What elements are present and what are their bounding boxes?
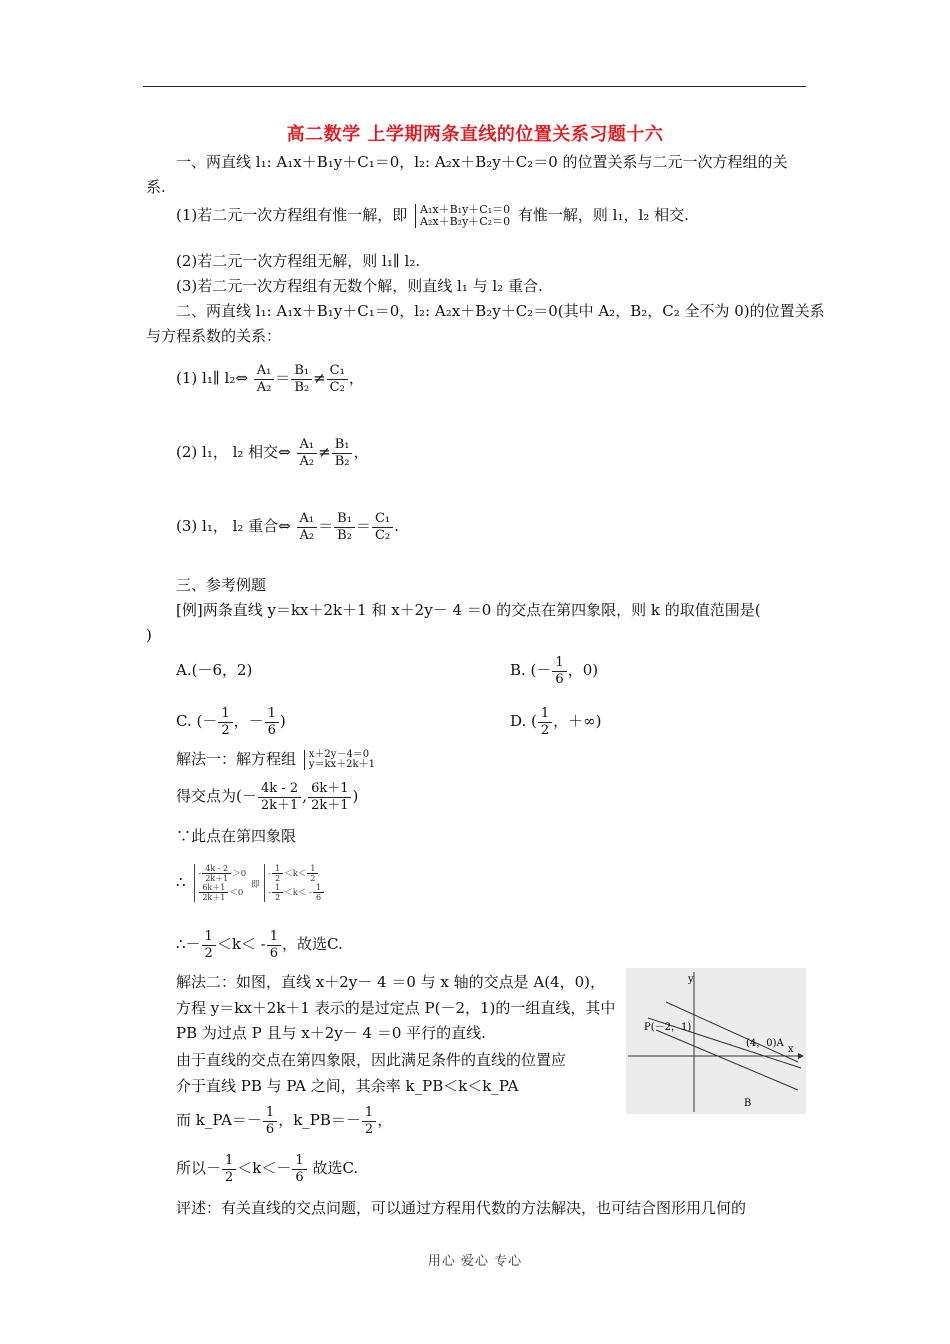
x-label: x (788, 1044, 794, 1055)
s2-line2: 与方程系数的关系： (146, 327, 282, 345)
page-title: 高二数学 上学期两条直线的位置关系习题十六 (286, 124, 664, 145)
option-c: C. (－ $\frac{1}{2}$ ，－ $\frac{1}{6}$ ) (176, 705, 286, 738)
frac-b1-b2-2: $\frac{\text{B₁}}{\text{B₂}}$ (332, 437, 353, 470)
sol2-line1: 解法二：如图，直线 x＋2y－ 4 ＝0 与 x 轴的交点是 A(4，0)， (176, 973, 606, 991)
frac-c1-c2: $\frac{\text{C₁}}{\text{C₂}}$ (327, 363, 348, 396)
sol1-line2: 得交点为(－ $\frac{4k - 2}{2k+1}$ , $\frac{6k+1}{2k+1}$ ) (176, 780, 359, 813)
frac-1-2-e: $\frac{1}{2}$ (202, 929, 216, 962)
frac-1-6-e: $\frac{1}{6}$ (267, 929, 281, 962)
option-a: A.(－6，2) (176, 661, 253, 679)
s1-item3: (3)若二元一次方程组有无数个解，则直线 l₁ 与 l₂ 重合. (176, 277, 543, 295)
tiny-system-1: - $\frac{4k - 2}{2k+1}$ ＞0 $\frac{6k+1}{2k+1}$ ＜0 (194, 864, 246, 902)
sol1-system: x＋2y－4＝0 y＝kx＋2k＋1 (304, 750, 375, 770)
s1-line1: 一、两直线 l₁: A₁x＋B₁y＋C₁＝0，l₂: A₂x＋B₂y＋C₂＝0 的位置关系与二元一次方程组的关 (176, 153, 788, 171)
sol1-inequalities: ∴ - $\frac{4k - 2}{2k+1}$ ＞0 $\frac{6k+1}{2k+1}$ ＜0 即 - $\frac{1}{2}$ ＜k＜ $\frac{1}{2}$ - $\frac{1}{2}$ ＜k＜ - $\frac{1}{6}$ (176, 858, 325, 906)
s2-c3-label: (3) l₁， l₂ 重合⇔ (176, 517, 291, 535)
sol1-line3: ∵此点在第四象限 (176, 827, 297, 845)
sol2-line7: 所以－ $\frac{1}{2}$ ＜k＜－ $\frac{1}{6}$ 故选C. (176, 1152, 359, 1185)
frac-a1-a2: $\frac{\text{A₁}}{\text{A₂}}$ (254, 363, 275, 396)
s1-item2: (2)若二元一次方程组无解，则 l₁∥ l₂. (176, 252, 421, 270)
sol2-line3: PB 为过点 P 且与 x＋2y－ 4 ＝0 平行的直线. (176, 1024, 486, 1042)
s2-c2-label: (2) l₁， l₂ 相交⇔ (176, 443, 291, 461)
frac-1-6-f: $\frac{1}{6}$ (263, 1105, 277, 1138)
frac-c1-c2-3: $\frac{\text{C₁}}{\text{C₂}}$ (372, 511, 393, 544)
line-figure (626, 968, 806, 1114)
remark: 评述：有关直线的交点问题，可以通过方程用代数的方法解决，也可结合图形用几何的 (176, 1199, 747, 1217)
frac-intersection-x: $\frac{4k - 2}{2k+1}$ (258, 781, 301, 814)
s2-c1-label: (1) l₁∥ l₂⇔ (176, 369, 248, 387)
s2-line1: 二、两直线 l₁: A₁x＋B₁y＋C₁＝0，l₂: A₂x＋B₂y＋C₂＝0(其中 A₂，B₂，C₂ 全不为 0)的位置关系 (176, 302, 825, 320)
frac-1-2-f: $\frac{1}{2}$ (362, 1105, 376, 1138)
frac-1-6-g: $\frac{1}{6}$ (292, 1153, 306, 1186)
s2-case2: (2) l₁， l₂ 相交⇔ $\frac{\text{A₁}}{\text{A₂}}$ ≠ $\frac{\text{B₁}}{\text{B₂}}$ ， (176, 436, 369, 469)
point-p-label: P(－2，1) (644, 1022, 692, 1033)
frac-a1-a2-2: $\frac{\text{A₁}}{\text{A₂}}$ (297, 437, 318, 470)
option-b: B. (－ $\frac{1}{6}$ ，0) (510, 654, 599, 687)
option-d: D. ( $\frac{1}{2}$ ，＋∞) (510, 705, 602, 738)
s2-case3: (3) l₁， l₂ 重合⇔ $\frac{\text{A₁}}{\text{A₂}}$ ＝ $\frac{\text{B₁}}{\text{B₂}}$ ＝ $\frac{\text{C₁}}{\text{C₂}}$ . (176, 510, 399, 543)
sol2-line2: 方程 y＝kx＋2k＋1 表示的是过定点 P(－2，1)的一组直线，其中 (176, 999, 616, 1017)
frac-b1-b2: $\frac{\text{B₁}}{\text{B₂}}$ (291, 363, 312, 396)
y-label: y (688, 974, 694, 985)
s1-item1-system (415, 204, 510, 228)
frac-1-6-b: $\frac{1}{6}$ (552, 655, 566, 688)
point-a-label: (4，0)A (746, 1038, 784, 1049)
header-rule (143, 86, 806, 87)
figure-svg (626, 968, 806, 1114)
point-b-label: B (744, 1098, 752, 1109)
frac-b1-b2-3: $\frac{\text{B₁}}{\text{B₂}}$ (334, 511, 355, 544)
frac-intersection-y: $\frac{6k+1}{2k+1}$ (308, 781, 351, 814)
s3-example-line1: [例]两条直线 y＝kx＋2k＋1 和 x＋2y－ 4 ＝0 的交点在第四象限，则 k 的取值范围是( (176, 601, 761, 619)
sol2-line5: 介于直线 PB 与 PA 之间，其余率 k_PB＜k＜k_PA (176, 1077, 519, 1095)
s1-item1-pre: (1)若二元一次方程组有惟一解，即 (176, 206, 408, 224)
frac-1-2-g: $\frac{1}{2}$ (222, 1153, 236, 1186)
sol1-conclusion: ∴－ $\frac{1}{2}$ ＜k＜ - $\frac{1}{6}$ ，故选C. (176, 928, 343, 961)
frac-1-2-c: $\frac{1}{2}$ (218, 706, 232, 739)
x-axis-arrow (798, 1053, 804, 1059)
frac-a1-a2-3: $\frac{\text{A₁}}{\text{A₂}}$ (297, 511, 318, 544)
s1-sys-b: A₂x＋B₂y＋C₂＝0 (420, 215, 511, 228)
s1-line1-cont: 系. (146, 178, 166, 196)
sol2-line4: 由于直线的交点在第四象限，因此满足条件的直线的位置应 (176, 1051, 567, 1069)
sol2-line6: 而 k_PA＝－ $\frac{1}{6}$ ，k_PB＝－ $\frac{1}{2}$ ， (176, 1104, 393, 1137)
s2-case1: (1) l₁∥ l₂⇔ $\frac{\text{A₁}}{\text{A₂}}$ ＝ $\frac{\text{B₁}}{\text{B₂}}$ ≠ $\frac{\text{C₁}}{\text{C₂}}$ ， (176, 362, 364, 395)
s1-item1-post: 有惟一解，则 l₁，l₂ 相交. (517, 206, 689, 224)
footer: 用心 爱心 专心 (427, 1254, 523, 1269)
s1-sys-a: A₁x＋B₁y＋C₁＝0 (420, 203, 511, 216)
tiny-system-2: - $\frac{1}{2}$ ＜k＜ $\frac{1}{2}$ - $\frac{1}{2}$ ＜k＜ - $\frac{1}{6}$ (264, 864, 325, 902)
sol1-line1: 解法一：解方程组 x＋2y－4＝0 y＝kx＋2k＋1 (176, 749, 375, 770)
s3-heading: 三、参考例题 (176, 576, 267, 594)
s1-item1 (176, 204, 689, 228)
frac-1-2-d: $\frac{1}{2}$ (538, 706, 552, 739)
frac-1-6-c: $\frac{1}{6}$ (265, 706, 279, 739)
s3-example-line2: ) (146, 626, 152, 644)
